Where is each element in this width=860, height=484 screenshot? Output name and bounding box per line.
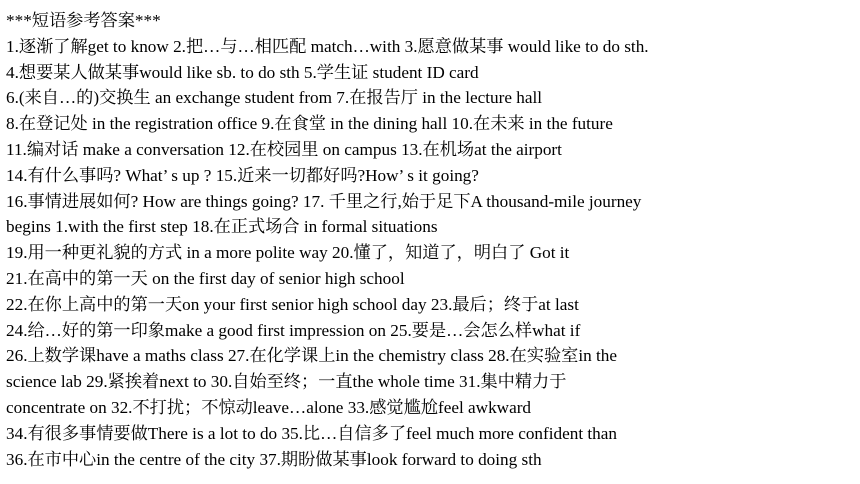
answer-line: 19.用一种更礼貌的方式 in a more polite way 20.懂了，知道了，明白了 Got it <box>6 243 570 263</box>
answer-line: 34.有很多事情要做There is a lot to do 35.比…自信多了feel much more confident than <box>6 423 617 443</box>
answer-document <box>6 8 852 472</box>
answer-line: 1.逐渐了解get to know 2.把…与…相匹配 match…with 3.愿意做某事 would like to do sth. <box>6 36 649 56</box>
answer-line: 22.在你上高中的第一天on your first senior high school day 23.最后；终于at last <box>6 294 579 314</box>
answer-line: 11.编对话 make a conversation 12.在校园里 on campus 13.在机场at the airport <box>6 139 562 159</box>
answer-line: 26.上数学课have a maths class 27.在化学课上in the chemistry class 28.在实验室in the <box>6 346 618 366</box>
answer-line: 4.想要某人做某事would like sb. to do sth 5.学生证 student ID card <box>6 62 479 82</box>
answer-line: 24.给…好的第一印象make a good first impression on 25.要是…会怎么样what if <box>6 320 581 340</box>
answer-line: 6.(来自…的)交换生 an exchange student from 7.在报告厅 in the lecture hall <box>6 88 543 108</box>
answer-line: 16.事情进展如何? How are things going? 17. 千里之行,始于足下A thousand-mile journey <box>6 191 642 211</box>
document-heading: ***短语参考答案*** <box>6 11 161 30</box>
answer-line: concentrate on 32.不打扰；不惊动leave…alone 33.感觉尴尬feel awkward <box>6 397 532 417</box>
answer-line: begins 1.with the first step 18.在正式场合 in formal situations <box>6 217 438 237</box>
answer-line: 36.在市中心in the centre of the city 37.期盼做某事look forward to doing sth <box>6 449 542 469</box>
answer-line: 14.有什么事吗? What’ s up ? 15.近来一切都好吗?How’ s it going? <box>6 165 479 185</box>
answer-line: 21.在高中的第一天 on the first day of senior high school <box>6 268 405 288</box>
answer-line: science lab 29.紧挨着next to 30.自始至终；一直the whole time 31.集中精力于 <box>6 372 567 392</box>
answer-line: 8.在登记处 in the registration office 9.在食堂 in the dining hall 10.在未来 in the future <box>6 114 613 134</box>
